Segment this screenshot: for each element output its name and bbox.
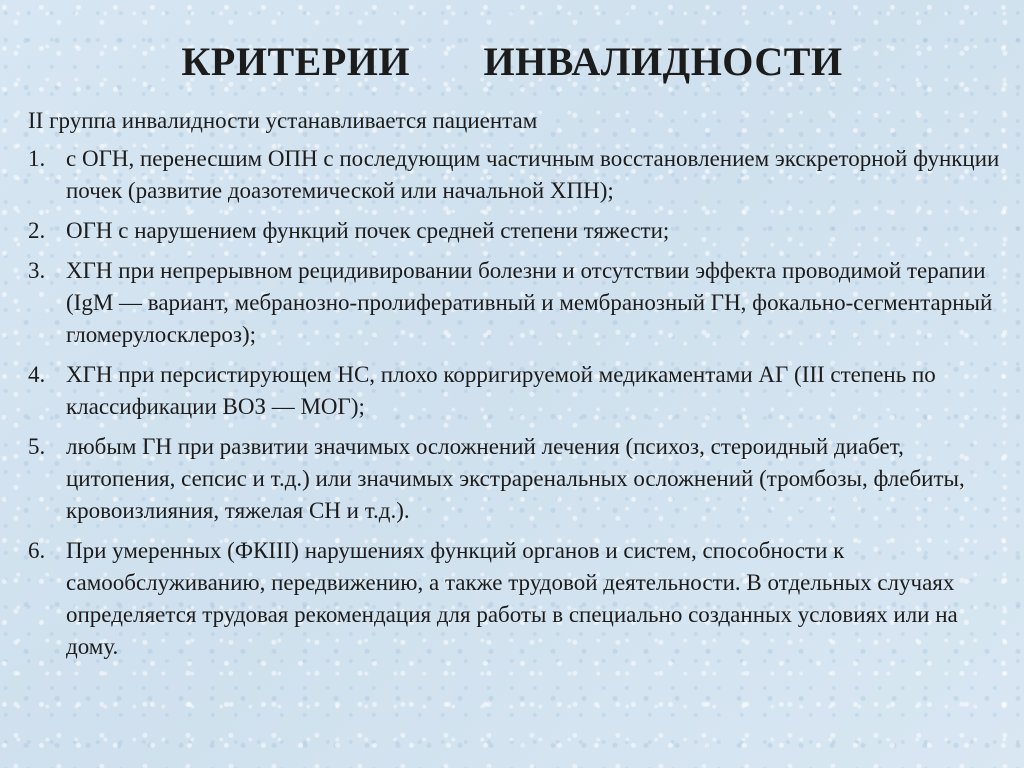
item-text: с ОГН, перенесшим ОПН с последующим частичным восстановлением экскреторной функции почек (развитие доазотемической или начальной ХПН);: [66, 146, 1000, 203]
intro-text: II группа инвалидности устанавливается пациентам: [28, 108, 538, 133]
list-item: [28, 431, 1000, 527]
item-number: 6.: [28, 538, 46, 563]
item-text: ХГН при непрерывном рецидивировании болезни и отсутствии эффекта проводимой терапии (IgM — вариант, мебранозно-пролиферативный и мембранозный ГН, фокально-сегментарный гломерулосклероз);: [66, 258, 993, 347]
list-item: [28, 143, 1000, 207]
list-item: [28, 255, 1000, 351]
item-text: ХГН при персистирующем НС, плохо корригируемой медикаментами АГ (III степень по классификации ВОЗ — МОГ);: [66, 362, 936, 419]
criteria-list: [28, 143, 1000, 671]
list-item: [28, 359, 1000, 423]
item-number: 2.: [28, 218, 46, 243]
item-number: 4.: [28, 362, 46, 387]
list-item: [28, 535, 1000, 663]
item-number: 3.: [28, 258, 46, 283]
slide-title: КРИТЕРИИ ИНВАЛИДНОСТИ: [181, 39, 843, 84]
list-item: [28, 215, 1000, 247]
item-text: При умеренных (ФКIII) нарушениях функций органов и систем, способности к самообслуживанию, передвижению, а также трудовой деятельности. В отдельных случаях определяется трудовая рекомендация для работы в специально созданных условиях или на дому.: [66, 538, 958, 659]
item-number: 1.: [28, 146, 46, 171]
item-text: любым ГН при развитии значимых осложнений лечения (психоз, стероидный диабет, цитопения, сепсис и т.д.) или значимых экстраренальных осложнений (тромбозы, флебиты, кровоизлияния, тяжелая СН и т.д.).: [66, 434, 965, 523]
item-number: 5.: [28, 434, 46, 459]
item-text: ОГН с нарушением функций почек средней степени тяжести;: [66, 218, 670, 243]
